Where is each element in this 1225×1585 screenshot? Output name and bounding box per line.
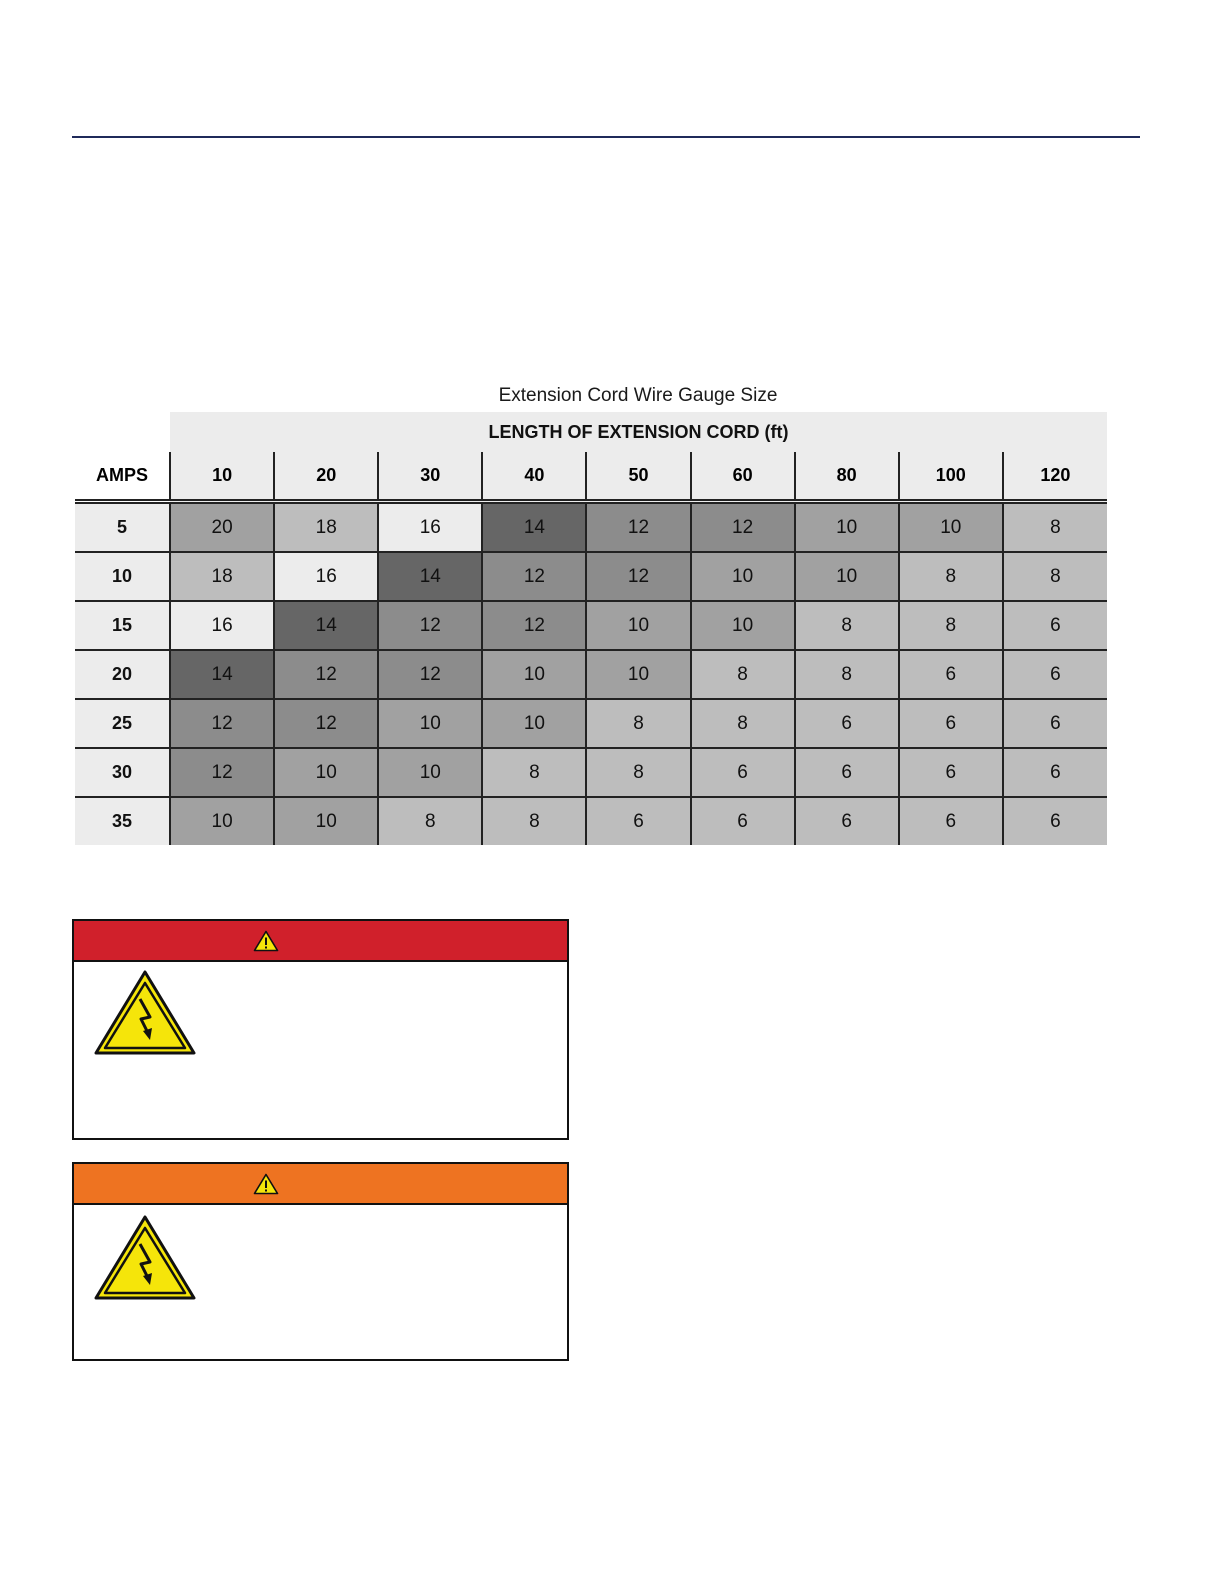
- gauge-cell: 12: [586, 552, 690, 601]
- gauge-cell: 8: [691, 699, 795, 748]
- gauge-cell: 12: [482, 601, 586, 650]
- table-title: Extension Cord Wire Gauge Size: [498, 385, 778, 406]
- gauge-cell: 12: [170, 748, 274, 797]
- length-header: LENGTH OF EXTENSION CORD (ft): [170, 412, 1107, 452]
- amps-cell: 35: [75, 797, 170, 845]
- amps-header: AMPS: [75, 452, 170, 502]
- gauge-cell: 10: [170, 797, 274, 845]
- amps-cell: 25: [75, 699, 170, 748]
- gauge-cell: 6: [795, 699, 899, 748]
- length-col-header: 80: [795, 452, 899, 502]
- gauge-cell: 12: [691, 502, 795, 553]
- gauge-cell: 6: [1003, 650, 1107, 699]
- gauge-cell: 10: [274, 797, 378, 845]
- gauge-cell: 18: [170, 552, 274, 601]
- gauge-cell: 10: [691, 601, 795, 650]
- gauge-cell: 10: [274, 748, 378, 797]
- gauge-cell: 6: [691, 797, 795, 845]
- gauge-cell: 16: [378, 502, 482, 553]
- gauge-cell: 10: [378, 699, 482, 748]
- amps-cell: 5: [75, 502, 170, 553]
- table-row: [75, 650, 1107, 699]
- electric-shock-icon: [92, 1214, 198, 1302]
- gauge-cell: 6: [899, 748, 1003, 797]
- amps-cell: 20: [75, 650, 170, 699]
- gauge-cell: 16: [170, 601, 274, 650]
- gauge-cell: 14: [482, 502, 586, 553]
- gauge-cell: 6: [899, 797, 1003, 845]
- length-col-header: 20: [274, 452, 378, 502]
- length-col-header: 10: [170, 452, 274, 502]
- gauge-cell: 12: [378, 601, 482, 650]
- length-col-header: 40: [482, 452, 586, 502]
- gauge-cell: 6: [899, 650, 1003, 699]
- danger-box: [72, 919, 569, 1140]
- warning-triangle-icon: [253, 930, 279, 952]
- gauge-cell: 20: [170, 502, 274, 553]
- gauge-cell: 8: [1003, 502, 1107, 553]
- gauge-cell: 12: [586, 502, 690, 553]
- table-row: [75, 601, 1107, 650]
- warning-header: [74, 1164, 567, 1205]
- gauge-cell: 6: [691, 748, 795, 797]
- gauge-cell: 14: [378, 552, 482, 601]
- top-rule: [72, 136, 1140, 138]
- gauge-cell: 8: [795, 601, 899, 650]
- gauge-cell: 8: [691, 650, 795, 699]
- gauge-cell: 12: [274, 699, 378, 748]
- gauge-table: [75, 412, 1107, 845]
- gauge-cell: 10: [795, 552, 899, 601]
- length-col-header: 100: [899, 452, 1003, 502]
- gauge-cell: 12: [378, 650, 482, 699]
- length-col-header: 60: [691, 452, 795, 502]
- gauge-cell: 8: [795, 650, 899, 699]
- gauge-cell: 10: [586, 650, 690, 699]
- gauge-cell: 12: [274, 650, 378, 699]
- amps-cell: 15: [75, 601, 170, 650]
- gauge-cell: 6: [795, 748, 899, 797]
- table-row: [75, 699, 1107, 748]
- gauge-cell: 8: [1003, 552, 1107, 601]
- gauge-cell: 8: [899, 601, 1003, 650]
- length-col-header: 120: [1003, 452, 1107, 502]
- danger-header: [74, 921, 567, 962]
- gauge-cell: 10: [899, 502, 1003, 553]
- amps-cell: 30: [75, 748, 170, 797]
- gauge-cell: 18: [274, 502, 378, 553]
- gauge-cell: 8: [482, 797, 586, 845]
- gauge-cell: 6: [1003, 797, 1107, 845]
- length-col-header: 30: [378, 452, 482, 502]
- gauge-cell: 6: [586, 797, 690, 845]
- table-corner: [75, 412, 170, 452]
- gauge-cell: 12: [482, 552, 586, 601]
- gauge-cell: 8: [378, 797, 482, 845]
- gauge-cell: 8: [586, 699, 690, 748]
- gauge-cell: 6: [1003, 601, 1107, 650]
- gauge-cell: 8: [899, 552, 1003, 601]
- amps-cell: 10: [75, 552, 170, 601]
- gauge-cell: 6: [795, 797, 899, 845]
- table-row: [75, 748, 1107, 797]
- gauge-cell: 10: [378, 748, 482, 797]
- gauge-cell: 6: [1003, 748, 1107, 797]
- gauge-table-container: [75, 412, 1107, 845]
- gauge-cell: 16: [274, 552, 378, 601]
- gauge-cell: 10: [691, 552, 795, 601]
- warning-box: [72, 1162, 569, 1361]
- gauge-cell: 10: [482, 699, 586, 748]
- gauge-cell: 8: [586, 748, 690, 797]
- table-row: [75, 797, 1107, 845]
- gauge-cell: 14: [274, 601, 378, 650]
- table-row: [75, 502, 1107, 553]
- length-col-header: 50: [586, 452, 690, 502]
- gauge-cell: 10: [586, 601, 690, 650]
- gauge-cell: 6: [899, 699, 1003, 748]
- gauge-cell: 8: [482, 748, 586, 797]
- table-row: [75, 552, 1107, 601]
- gauge-cell: 10: [482, 650, 586, 699]
- gauge-cell: 12: [170, 699, 274, 748]
- gauge-cell: 6: [1003, 699, 1107, 748]
- gauge-cell: 14: [170, 650, 274, 699]
- gauge-cell: 10: [795, 502, 899, 553]
- electric-shock-icon: [92, 969, 198, 1057]
- warning-triangle-icon: [253, 1173, 279, 1195]
